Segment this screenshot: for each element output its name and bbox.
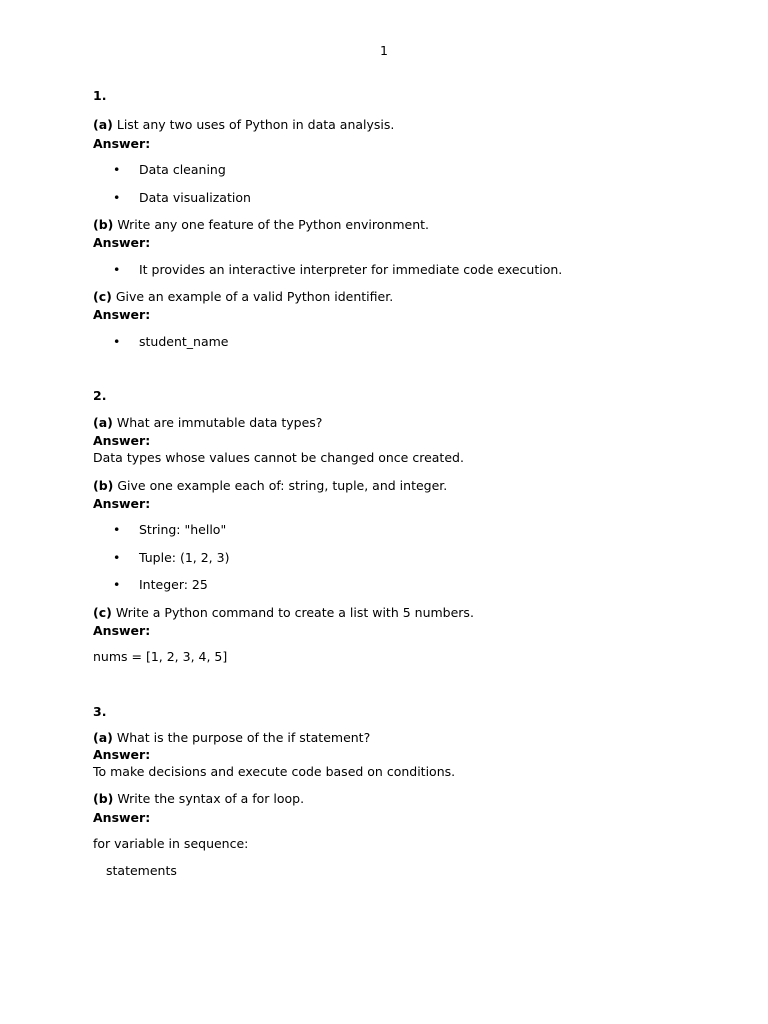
q2b-question — [93, 479, 693, 493]
list-item — [93, 163, 693, 177]
q1c-answer-list — [93, 335, 693, 349]
q3a-tag: (a) — [93, 730, 113, 745]
list-item-text: Tuple: (1, 2, 3) — [139, 549, 230, 565]
page-number: 1 — [380, 43, 388, 58]
q3a-answer-label: Answer: — [93, 747, 151, 763]
bullet-icon: • — [113, 162, 121, 178]
q2b-text: Give one example each of: string, tuple, and integer. — [113, 477, 448, 493]
q3b-question — [93, 792, 693, 806]
list-item-text: student_name — [139, 333, 229, 349]
list-item-text: Data cleaning — [139, 162, 226, 178]
q2b-tag: (b) — [93, 477, 114, 493]
q1a-answer-list — [93, 163, 693, 205]
q1a-question — [93, 118, 693, 132]
question-1-number: 1. — [93, 88, 107, 103]
q1c-text: Give an example of a valid Python identifier. — [111, 289, 394, 304]
q3a-answer-text: To make decisions and execute code based on conditions. — [93, 763, 456, 779]
list-item-text: Data visualization — [139, 189, 251, 205]
bullet-icon: • — [113, 577, 121, 593]
question-3-number: 3. — [93, 703, 107, 719]
q2c-question — [93, 606, 693, 620]
q2a-question — [93, 416, 693, 430]
q2c-answer-code: nums = [1, 2, 3, 4, 5] — [93, 649, 228, 665]
q3b-code-line-1: for variable in sequence: — [93, 835, 249, 851]
q1c-question — [93, 290, 693, 304]
q2b-answer-list — [93, 523, 693, 592]
list-item — [93, 335, 693, 349]
bullet-icon: • — [113, 333, 121, 349]
q1b-question — [93, 218, 693, 232]
q2a-text: What are immutable data types? — [112, 414, 323, 430]
q2a-answer-text: Data types whose values cannot be changed once created. — [93, 450, 464, 466]
q3a-question — [93, 731, 693, 745]
document-body — [93, 89, 693, 879]
question-2-number: 2. — [93, 388, 107, 404]
q1c-answer-label: Answer: — [93, 307, 151, 323]
bullet-icon: • — [113, 189, 121, 205]
q3b-text: Write the syntax of a for loop. — [113, 791, 305, 807]
q2b-answer-label: Answer: — [93, 496, 151, 511]
q1a-answer-label: Answer: — [93, 135, 151, 151]
q1a-tag: (a) — [93, 117, 113, 133]
q2c-answer-label: Answer: — [93, 622, 151, 638]
q3b-tag: (b) — [93, 791, 114, 807]
q1c-tag: (c) — [93, 289, 112, 304]
list-item-text: It provides an interactive interpreter for immediate code execution. — [139, 261, 563, 277]
q2a-answer-label: Answer: — [93, 432, 151, 448]
q2c-text: Write a Python command to create a list with 5 numbers. — [111, 604, 474, 620]
q3b-code-line-2: statements — [106, 863, 177, 879]
q2a-tag: (a) — [93, 414, 113, 430]
q2c-tag: (c) — [93, 604, 112, 620]
q1b-answer-label: Answer: — [93, 235, 151, 251]
q3a-text: What is the purpose of the if statement? — [112, 730, 371, 745]
q3b-answer-label: Answer: — [93, 809, 151, 825]
list-item — [93, 191, 693, 205]
q1b-answer-list — [93, 263, 693, 277]
q1a-text: List any two uses of Python in data analysis. — [112, 117, 395, 133]
list-item — [93, 263, 693, 277]
list-item-text: Integer: 25 — [139, 577, 208, 593]
list-item — [93, 578, 693, 592]
q1b-tag: (b) — [93, 216, 114, 232]
bullet-icon: • — [113, 261, 121, 277]
bullet-icon: • — [113, 522, 121, 538]
list-item — [93, 551, 693, 565]
q1b-text: Write any one feature of the Python environment. — [113, 216, 430, 232]
list-item-text: String: "hello" — [139, 522, 227, 538]
bullet-icon: • — [113, 549, 121, 565]
list-item — [93, 523, 693, 537]
